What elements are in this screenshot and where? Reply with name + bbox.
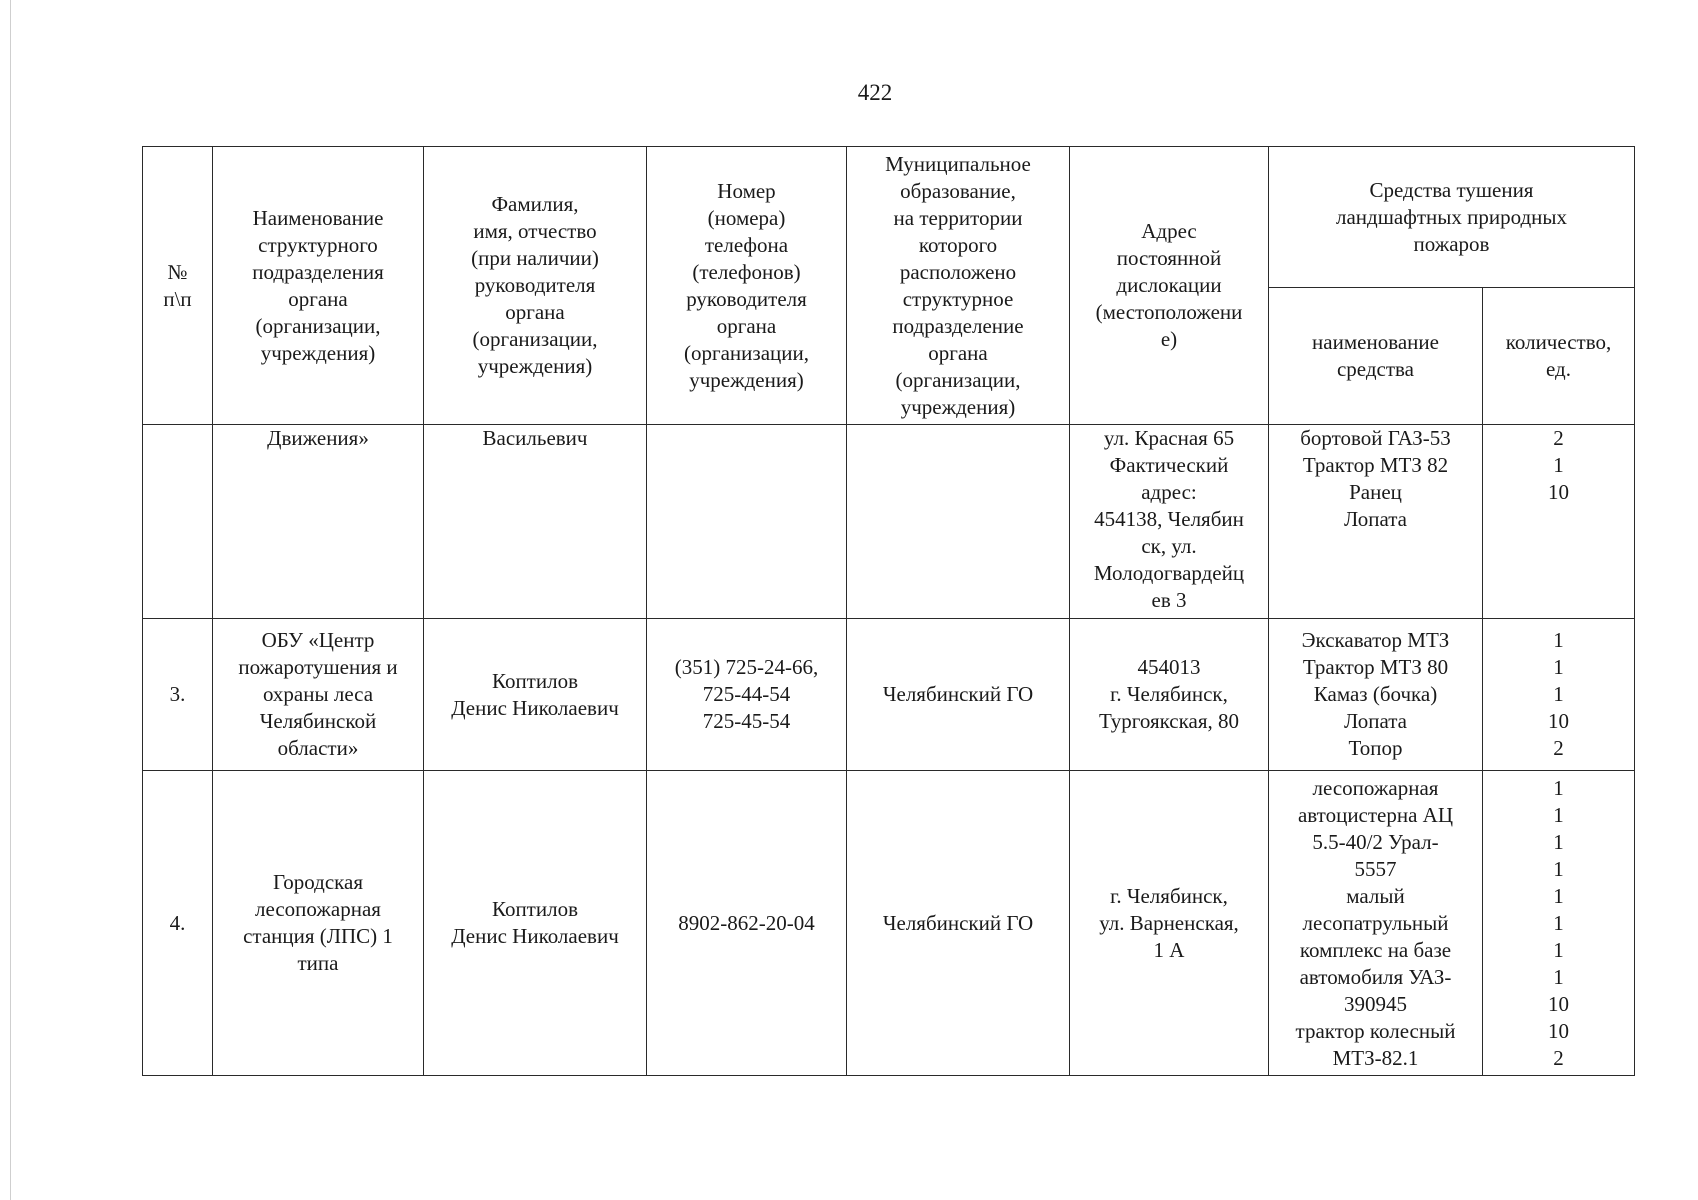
cell-phone xyxy=(647,425,847,619)
header-means-qty: количество, ед. xyxy=(1483,288,1635,425)
cell-unit: ОБУ «Центр пожаротушения и охраны леса Челябинской области» xyxy=(213,619,424,771)
cell-address: г. Челябинск, ул. Варненская, 1 А xyxy=(1070,771,1269,1076)
cell-unit: Городская лесопожарная станция (ЛПС) 1 типа xyxy=(213,771,424,1076)
header-address: Адрес постоянной дислокации (местоположени е) xyxy=(1070,147,1269,425)
header-phone: Номер (номера) телефона (телефонов) руководителя органа (организации, учреждения) xyxy=(647,147,847,425)
cell-phone: (351) 725-24-66, 725-44-54 725-45-54 xyxy=(647,619,847,771)
cell-means-qty: 2 1 10 xyxy=(1483,425,1635,619)
header-num: № п\п xyxy=(143,147,213,425)
cell-unit: Движения» xyxy=(213,425,424,619)
cell-means-name: лесопожарная автоцистерна АЦ 5.5-40/2 Урал- 5557 малый лесопатрульный комплекс на базе автомобиля УАЗ- 390945 трактор колесный МТЗ-82.1 xyxy=(1269,771,1483,1076)
cell-num xyxy=(143,425,213,619)
header-head: Фамилия, имя, отчество (при наличии) руководителя органа (организации, учреждения) xyxy=(424,147,647,425)
fire-means-table xyxy=(142,146,1635,1076)
header-row xyxy=(143,147,1635,288)
scan-edge-line xyxy=(10,0,11,1200)
page-number: 422 xyxy=(857,80,893,105)
header-unit: Наименование структурного подразделения органа (организации, учреждения) xyxy=(213,147,424,425)
cell-address: ул. Красная 65 Фактический адрес: 454138, Челябин ск, ул. Молодогвардейц ев 3 xyxy=(1070,425,1269,619)
table-row xyxy=(143,425,1635,619)
cell-means-name: Экскаватор МТЗ Трактор МТЗ 80 Камаз (бочка) Лопата Топор xyxy=(1269,619,1483,771)
header-means: Средства тушения ландшафтных природных пожаров xyxy=(1269,147,1635,288)
cell-address: 454013 г. Челябинск, Тургоякская, 80 xyxy=(1070,619,1269,771)
cell-num: 3. xyxy=(143,619,213,771)
cell-num: 4. xyxy=(143,771,213,1076)
table-row xyxy=(143,771,1635,1076)
table-row xyxy=(143,619,1635,771)
cell-means-qty: 1 1 1 1 1 1 1 1 10 10 2 xyxy=(1483,771,1635,1076)
cell-head: Коптилов Денис Николаевич xyxy=(424,771,647,1076)
header-means-name: наименование средства xyxy=(1269,288,1483,425)
cell-municipality: Челябинский ГО xyxy=(847,619,1070,771)
cell-municipality: Челябинский ГО xyxy=(847,771,1070,1076)
cell-means-qty: 1 1 1 10 2 xyxy=(1483,619,1635,771)
header-municipality: Муниципальное образование, на территории которого расположено структурное подразделение органа (организации, учреждения) xyxy=(847,147,1070,425)
cell-phone: 8902-862-20-04 xyxy=(647,771,847,1076)
cell-head: Коптилов Денис Николаевич xyxy=(424,619,647,771)
cell-means-name: бортовой ГАЗ-53 Трактор МТЗ 82 Ранец Лопата xyxy=(1269,425,1483,619)
cell-head: Васильевич xyxy=(424,425,647,619)
cell-municipality xyxy=(847,425,1070,619)
